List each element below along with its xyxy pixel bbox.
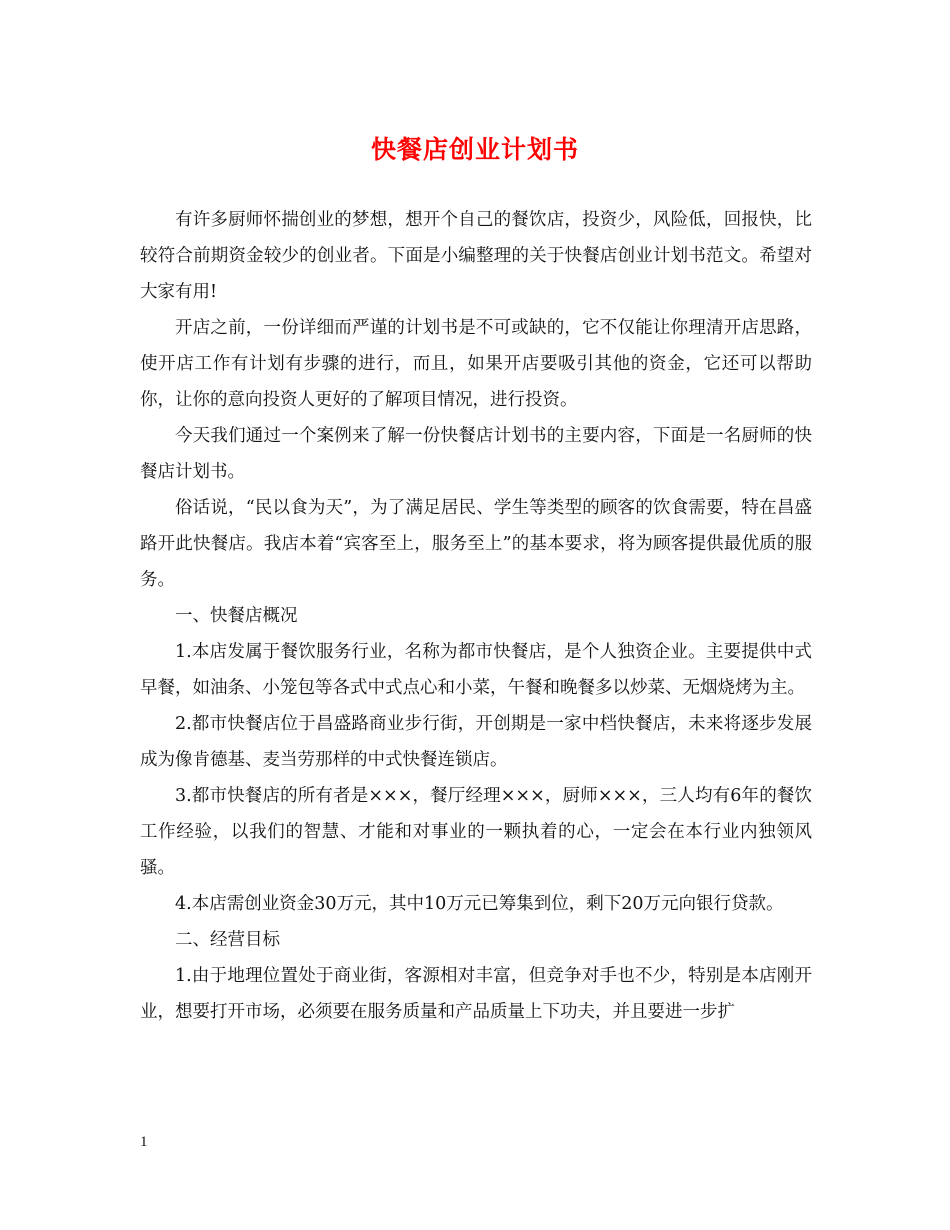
paragraph-intro: 有许多厨师怀揣创业的梦想，想开个自己的餐饮店，投资少，风险低，回报快，比较符合前期资金较少的创业者。下面是小编整理的关于快餐店创业计划书范文。希望对大家有用! (140, 210, 812, 302)
document-title: 快餐店创业计划书 (370, 135, 579, 164)
paragraph-overview-1: 1.本店发属于餐饮服务行业，名称为都市快餐店，是个人独资企业。主要提供中式早餐，如油条、小笼包等各式中式点心和小菜，午餐和晚餐多以炒菜、无烟烧烤为主。 (140, 642, 812, 698)
paragraph-proverb: 俗话说，“民以食为天”，为了满足居民、学生等类型的顾客的饮食需要，特在昌盛路开此快餐店。我店本着“宾客至上，服务至上”的基本要求，将为顾客提供最优质的服务。 (140, 498, 812, 590)
page-number: 1 (140, 1134, 148, 1150)
section-heading-goals: 二、经营目标 (175, 930, 280, 950)
paragraph-goals-1: 1.由于地理位置处于商业街，客源相对丰富，但竞争对手也不少，特别是本店刚开业，想要打开市场，必须要在服务质量和产品质量上下功夫，并且要进一步扩 (140, 966, 812, 1022)
paragraph-overview-3: 3.都市快餐店的所有者是×××，餐厅经理×××，厨师×××，三人均有6年的餐饮工作经验，以我们的智慧、才能和对事业的一颗执着的心，一定会在本行业内独领风骚。 (140, 786, 812, 878)
paragraph-overview-4: 4.本店需创业资金30万元，其中10万元已筹集到位，剩下20万元向银行贷款。 (175, 894, 784, 914)
paragraph-case-intro: 今天我们通过一个案例来了解一份快餐店计划书的主要内容，下面是一名厨师的快餐店计划书。 (140, 426, 812, 482)
paragraph-plan-importance: 开店之前，一份详细而严谨的计划书是不可或缺的，它不仅能让你理清开店思路，使开店工作有计划有步骤的进行，而且，如果开店要吸引其他的资金，它还可以帮助你，让你的意向投资人更好的了解项目情况，进行投资。 (140, 318, 812, 410)
section-heading-overview: 一、快餐店概况 (175, 606, 298, 626)
paragraph-overview-2: 2.都市快餐店位于昌盛路商业步行街，开创期是一家中档快餐店，未来将逐步发展成为像肯德基、麦当劳那样的中式快餐连锁店。 (140, 714, 812, 770)
document-body (140, 202, 812, 1030)
